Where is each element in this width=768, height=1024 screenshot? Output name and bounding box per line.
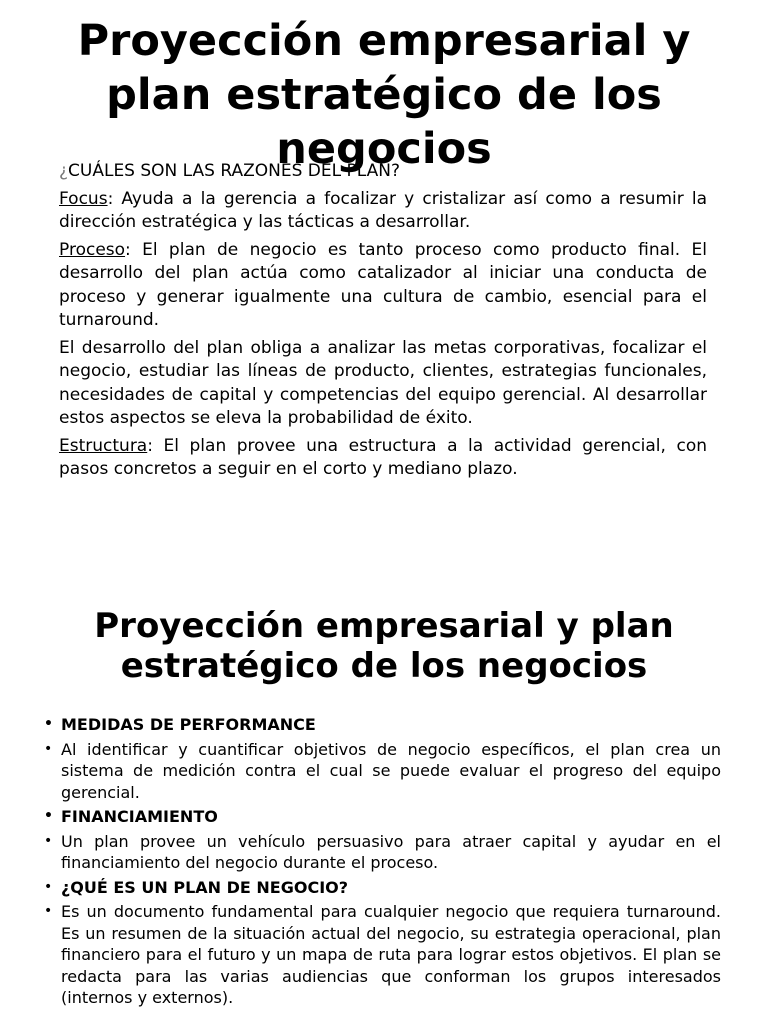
text-focus: : Ayuda a la gerencia a focalizar y cristalizar así como a resumir la dirección estratégica y las tácticas a desarrollar. — [59, 188, 707, 232]
list-item-text: Un plan provee un vehículo persuasivo para atraer capital y ayudar en el financiamiento del negocio durante el proceso. — [61, 831, 721, 872]
list-item-text: FINANCIAMIENTO — [61, 807, 218, 826]
bullet-icon: • — [44, 716, 53, 732]
paragraph-estructura — [59, 435, 707, 482]
section-heading — [59, 160, 707, 184]
paragraph-desarrollo — [59, 337, 707, 431]
list-item-text: MEDIDAS DE PERFORMANCE — [61, 715, 316, 734]
slide-1-body — [59, 160, 707, 486]
bullet-icon: • — [44, 832, 53, 849]
subheading-que-es: ¿QUÉ ES UN PLAN DE NEGOCIO? — [61, 877, 349, 897]
question-mark: ¿ — [59, 161, 69, 181]
list-item — [44, 714, 721, 736]
text-estructura: : El plan provee una estructura a la actividad gerencial, con pasos concretos a seguir en el corto y mediano plazo. — [59, 435, 707, 479]
text-proceso: : El plan de negocio es tanto proceso como producto final. El desarrollo del plan actúa como catalizador al iniciar una conducta de proceso y generar igualmente una cultura de cambio, esencial para el turnaround. — [59, 239, 707, 330]
list-item-text: Es un documento fundamental para cualquier negocio que requiera turnaround. Es un resumen de la situación actual del negocio, su estrategia operacional, plan financiero para el futuro y un mapa de ruta para lograr estos objetivos. El plan se redacta para las varias audiencias que conforman los grupos interesados (internos y externos). — [61, 902, 721, 1007]
paragraph-focus — [59, 188, 707, 235]
text-desarrollo: El desarrollo del plan obliga a analizar las metas corporativas, focalizar el negocio, estudiar las líneas de producto, clientes, estrategias funcionales, necesidades de capital y competencias del equipo gerencial. Al desarrollar estos aspectos se eleva la probabilidad de éxito. — [59, 337, 707, 428]
term-proceso: Proceso — [59, 239, 126, 260]
list-item — [44, 831, 721, 874]
slide-2-title: Proyección empresarial y plan estratégico de los negocios — [94, 606, 674, 686]
term-estructura: Estructura — [59, 435, 148, 456]
bullet-icon: • — [44, 740, 53, 757]
list-item — [44, 739, 721, 804]
bullet-icon: • — [44, 808, 53, 824]
list-item — [44, 806, 721, 828]
bullet-icon: • — [44, 878, 53, 895]
term-focus: Focus — [59, 188, 108, 209]
list-item — [44, 901, 721, 1009]
bullet-list — [44, 714, 721, 1012]
heading-text: CUÁLES SON LAS RAZONES DEL PLAN? — [68, 161, 400, 181]
list-item — [44, 877, 721, 899]
list-item-text: Al identificar y cuantificar objetivos de negocio específicos, el plan crea un sistema de medición contra el cual se puede evaluar el progreso del equipo gerencial. — [61, 739, 721, 802]
paragraph-proceso — [59, 239, 707, 333]
bullet-icon: • — [44, 903, 53, 919]
slide-2 — [0, 590, 768, 1024]
slide-1-title: Proyección empresarial y plan estratégico de los negocios — [77, 16, 691, 174]
